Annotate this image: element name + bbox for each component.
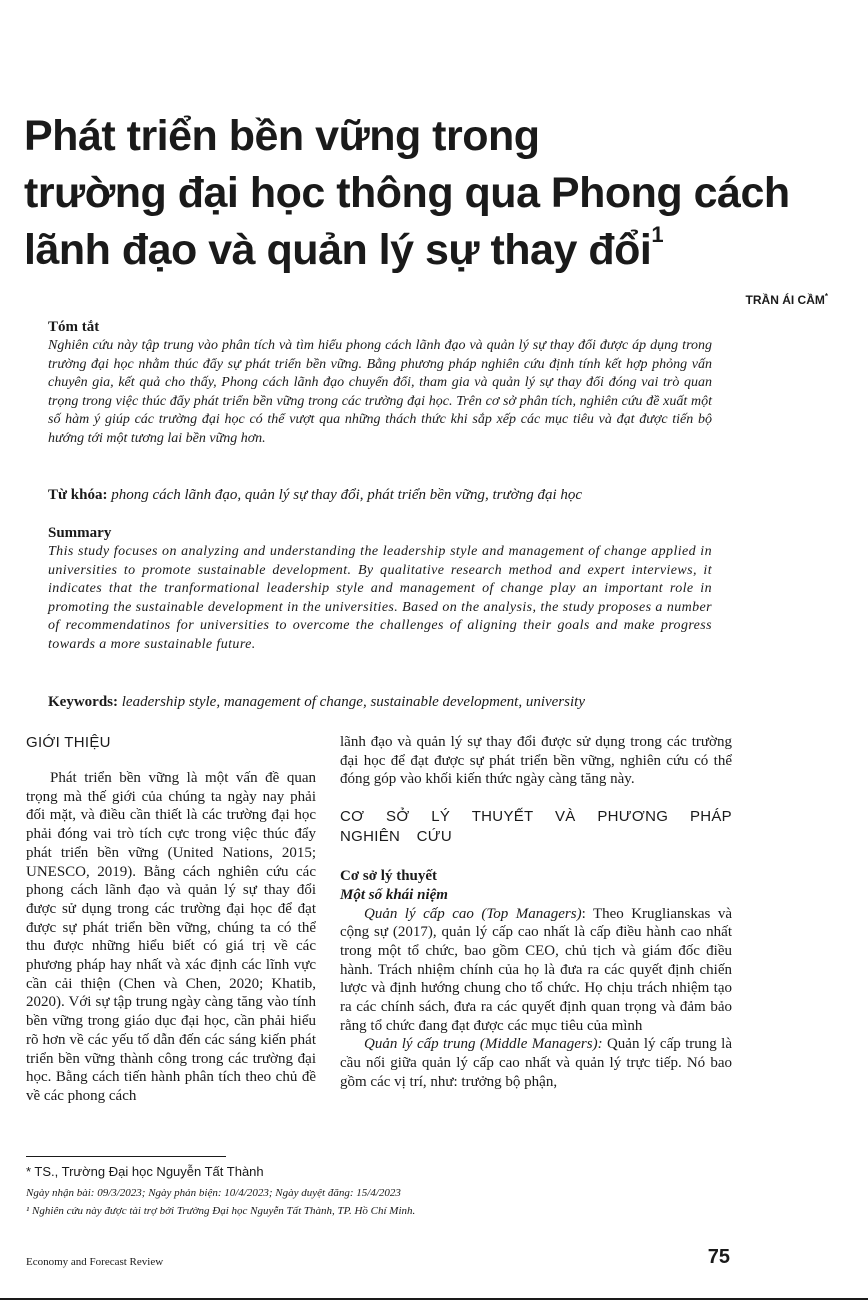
column-left [26, 733, 316, 1106]
intro-paragraph: Phát triển bền vững là một vấn đề quan trọng mà thế giới của chúng ta ngày nay phải đối mặt, và điều cần thiết là các trường đại học phải đóng vai trò tích cực trong việc thúc đẩy phát triển bền vững (United Nations, 2015; UNESCO, 2019). Bằng cách nghiên cứu các phong cách lãnh đạo và quản lý sự thay đổi được sử dụng trong các trường đại học để đạt được sự phát triển bền vững, chúng ta có thể thu được những hiểu biết có giá trị về các phương pháp hay nhất và xác định các lĩnh vực cần cải thiện (Chen và Chen, 2020; Khatib, 2020). Với sự tập trung ngày càng tăng vào tính bền vững trong giáo dục đại học, cần phải hiểu rõ hơn về các yếu tố dẫn đến các sáng kiến phát triển bền vững thành công trong các trường đại học. Bằng cách tiến hành phân tích theo chủ đề về các phong cách [26, 770, 316, 1104]
column-right [340, 733, 732, 1092]
title-line-1: Phát triển bền vững trong [24, 112, 540, 160]
concepts-subheading: Một số khái niệm [340, 886, 448, 903]
footnote-rule [26, 1156, 226, 1157]
intro-heading: GIỚI THIỆU [26, 734, 111, 751]
keywords-en-text: leadership style, management of change, sustainable development, university [121, 694, 585, 710]
keywords-vi-label: Từ khóa: [48, 487, 108, 503]
keywords-english [48, 693, 712, 712]
top-managers-text: : Theo Kruglianskas và cộng sự (2017), quản lý cấp cao nhất là cấp điều hành cao nhất trong một tổ chức, bao gồm CEO, chủ tịch và giám đốc điều hành. Trách nhiệm chính của họ là đưa ra các quyết định chiến lược và định hướng chung cho tổ chức. Họ chịu trách nhiệm tạo ra các chính sách, đưa ra các quyết định quan trọng và đảm bảo rằng tổ chức đang đạt được các mục tiêu của mình [340, 905, 732, 1034]
theory-heading: CƠ SỞ LÝ THUYẾT VÀ PHƯƠNG PHÁP NGHIÊN CỨU [340, 808, 732, 846]
abstract-en-heading: Summary [48, 525, 112, 541]
middle-managers-text: Quản lý cấp trung là cầu nối giữa quản lý cấp cao nhất và quản lý trực tiếp. Nó bao gồm các vị trí, như: trưởng bộ phận, [340, 1036, 732, 1090]
top-managers-term: Quản lý cấp cao (Top Managers) [364, 905, 582, 922]
footnote-author: * TS., Trường Đại học Nguyễn Tất Thành [26, 1164, 264, 1179]
page-number: 75 [707, 1246, 730, 1268]
abstract-en-text: This study focuses on analyzing and understanding the leadership style and management of change applied in universities to promote sustainable development. By qualitative research method and expert interviews, it indicates that the tranformational leadership style and management of change play an important role in promoting the sustainable development in the universities. Based on the analysis, the study proposes a number of recommendatinos for universities to overcome the challenges of aligning their goals and make progress towards a more sustainable future. [48, 544, 712, 652]
top-managers-paragraph [340, 905, 732, 1036]
title-line-2: trường đại học thông qua Phong cách [24, 169, 790, 217]
title-line-3 [24, 222, 824, 279]
keywords-vi-text: phong cách lãnh đạo, quản lý sự thay đổi, phát triển bền vững, trường đại học [111, 487, 583, 503]
keywords-vietnamese [48, 486, 712, 505]
middle-managers-paragraph [340, 1035, 732, 1091]
author-name [746, 292, 828, 307]
abstract-english [48, 524, 712, 654]
author-mark: * [824, 292, 828, 301]
author-text: TRẦN ÁI CẦM [745, 293, 825, 307]
footnote-dates: Ngày nhận bài: 09/3/2023; Ngày phản biện: 10/4/2023; Ngày duyệt đăng: 15/4/2023 [26, 1187, 401, 1199]
title-line-3-text: lãnh đạo và quản lý sự thay đổi [24, 226, 652, 274]
abstract-vietnamese [48, 318, 712, 448]
bottom-rule [0, 1298, 868, 1300]
article-title [24, 108, 824, 279]
abstract-vi-text: Nghiên cứu này tập trung vào phân tích và tìm hiểu phong cách lãnh đạo và quản lý sự thay đổi được áp dụng trong trường đại học nhằm thúc đẩy sự phát triển bền vững. Bằng phương pháp nghiên cứu định tính kết hợp phỏng vấn chuyên gia, kết quả cho thấy, Phong cách lãnh đạo chuyển đổi, tham gia và quản lý sự thay đổi đóng vai trò quan trọng trong việc thúc đẩy phát triển bền vững trong các trường đại học. Trên cơ sở phân tích, nghiên cứu đề xuất một số hàm ý giúp các trường đại học có thể vượt qua những thách thức khi sắp xếp các mục tiêu và đạt được tiến bộ hướng tới một tương lai bền vững hơn. [48, 338, 712, 446]
footnote-funding: ¹ Nghiên cứu này được tài trợ bởi Trường Đại học Nguyễn Tất Thành, TP. Hồ Chí Minh. [26, 1205, 416, 1217]
title-footnote-mark: 1 [651, 222, 664, 247]
journal-name: Economy and Forecast Review [26, 1256, 164, 1268]
theory-subheading: Cơ sở lý thuyết [340, 868, 438, 885]
abstract-vi-heading: Tóm tắt [48, 319, 100, 335]
keywords-en-label: Keywords: [48, 694, 118, 710]
middle-managers-term: Quản lý cấp trung (Middle Managers): [364, 1036, 603, 1053]
intro-paragraph-continued: lãnh đạo và quản lý sự thay đổi được sử dụng trong các trường đại học để đạt được sự phát triển bền vững, nghiên cứu có thể đóng góp vào khối kiến thức ngày càng tăng này. [340, 734, 732, 788]
